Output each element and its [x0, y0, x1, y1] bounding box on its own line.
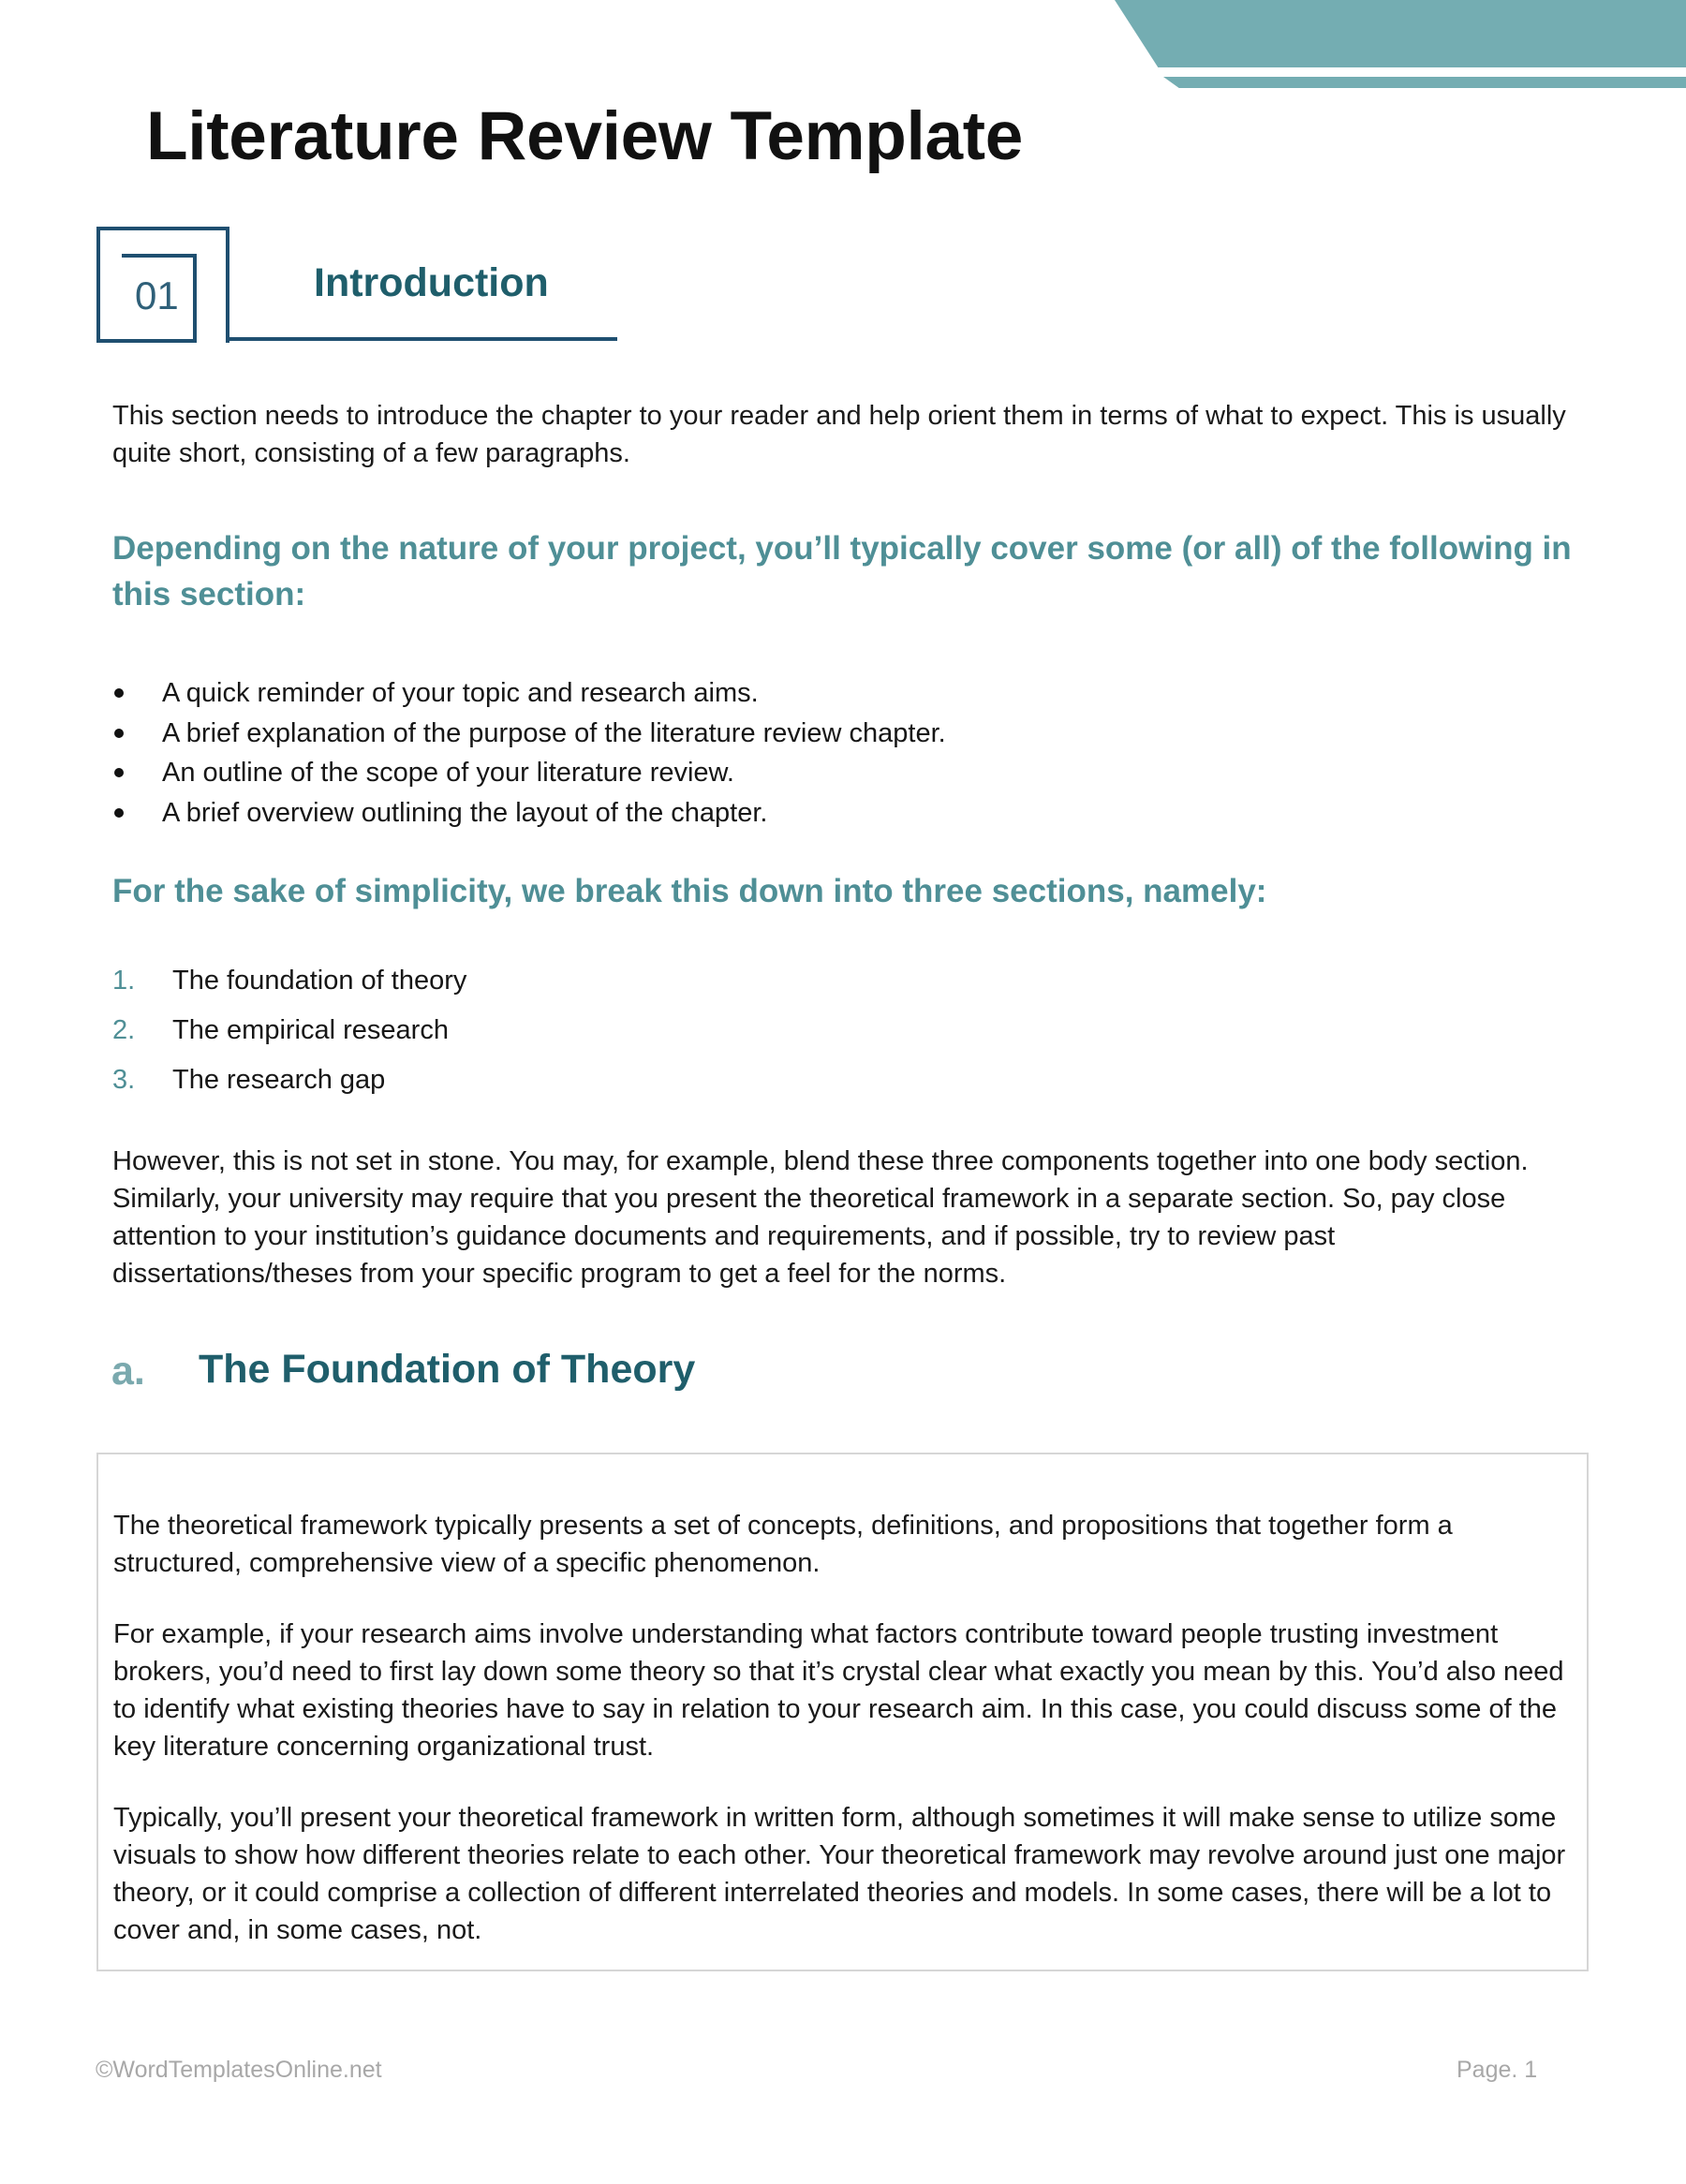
list-item-text: An outline of the scope of your literature review.	[162, 758, 734, 788]
list-item	[112, 1055, 466, 1105]
section-number: 01	[135, 273, 179, 317]
section-heading: Introduction	[314, 260, 549, 305]
coverage-bullet-list	[112, 673, 946, 833]
list-item-text: The research gap	[172, 1065, 386, 1095]
list-number: 2.	[112, 1015, 136, 1045]
list-item	[112, 753, 946, 793]
theory-info-box	[96, 1453, 1589, 1971]
subsection-letter: a.	[111, 1349, 145, 1394]
list-item	[112, 793, 946, 834]
section-frame-base	[96, 339, 197, 343]
simplicity-heading: For the sake of simplicity, we break this down into three sections, namely:	[112, 873, 1267, 909]
list-item	[112, 714, 946, 754]
coverage-heading: Depending on the nature of your project, you’ll typically cover some (or all) of the following in this section:	[112, 530, 1572, 612]
footer-copyright: ©WordTemplatesOnline.net	[96, 2057, 382, 2083]
header-decoration-band	[1115, 0, 1686, 67]
box-paragraph: The theoretical framework typically presents a set of concepts, definitions, and propositions that together form a structured, comprehensive view of a specific phenomenon.	[113, 1511, 1453, 1578]
section-heading-underline	[226, 337, 617, 341]
sections-numbered-list	[112, 956, 466, 1105]
flexibility-paragraph: However, this is not set in stone. You may, for example, blend these three components together into one body section. Similarly, your university may require that you present the theoretical framework in a separate section. So, pay close attention to your institution’s guidance documents and requirements, and if possible, try to review past dissertations/theses from your specific program to get a feel for the norms.	[112, 1146, 1529, 1289]
list-item-text: A quick reminder of your topic and research aims.	[162, 678, 759, 708]
bullet-dot-icon	[114, 768, 124, 777]
bullet-dot-icon	[114, 808, 124, 818]
list-item-text: The empirical research	[172, 1015, 449, 1045]
box-paragraph: Typically, you’ll present your theoretical framework in written form, although sometimes it will make sense to utilize some visuals to show how different theories relate to each other. Your theoretical framework may revolve around just one major theory, or it could comprise a collection of different interrelated theories and models. In some cases, there will be a lot to cover and, in some cases, not.	[113, 1803, 1566, 1945]
document-title: Literature Review Template	[146, 98, 1024, 174]
subsection-heading: The Foundation of Theory	[199, 1347, 696, 1392]
bullet-dot-icon	[114, 729, 124, 738]
header-decoration-stripe	[1163, 77, 1686, 88]
list-item-text: A brief overview outlining the layout of the chapter.	[162, 797, 768, 828]
box-paragraph: For example, if your research aims involve understanding what factors contribute toward people trusting investment brokers, you’d need to first lay down some theory so that it’s crystal clear what exactly you mean by this. You’d also need to identify what existing theories have to say in relation to your research aim. In this case, you could discuss some of the key literature concerning organizational trust.	[113, 1619, 1564, 1762]
list-number: 1.	[112, 966, 136, 996]
footer-page-number: Page. 1	[1457, 2057, 1538, 2083]
list-number: 3.	[112, 1065, 136, 1095]
list-item	[112, 956, 466, 1006]
list-item	[112, 1006, 466, 1055]
intro-paragraph: This section needs to introduce the chapter to your reader and help orient them in terms of what to expect. This is usually quite short, consisting of a few paragraphs.	[112, 401, 1566, 468]
list-item-text: The foundation of theory	[172, 966, 467, 996]
bullet-dot-icon	[114, 688, 124, 698]
list-item	[112, 673, 946, 714]
list-item-text: A brief explanation of the purpose of the literature review chapter.	[162, 717, 946, 748]
